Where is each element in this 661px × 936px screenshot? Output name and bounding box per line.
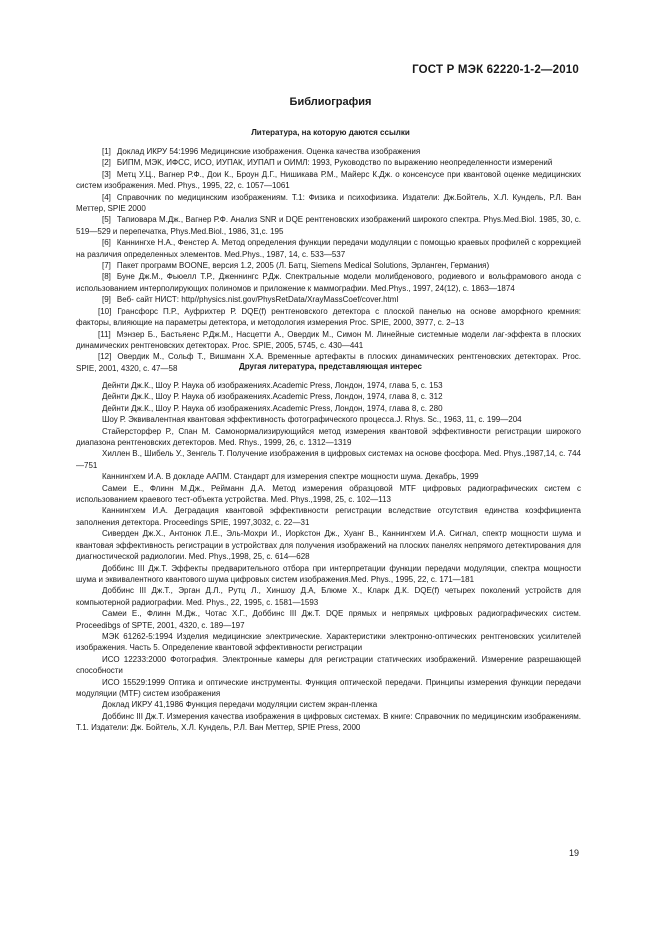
- reference-item: Доклад ИКРУ 41,1986 Функция передачи модуляции систем экран-пленка: [102, 700, 378, 710]
- reference-text: Метц У.Ц., Вагнер Р.Ф., Дои К., Броун Д.Г., Нишикава Р.М., Майерс К.Дж. о консенсусе при квантовой оценке медицинских систем изображения. Med. Phys., 1995, 22, с. 1057—1061: [76, 169, 581, 191]
- reference-number: [9]: [102, 295, 111, 305]
- reference-number: [5]: [102, 215, 111, 225]
- reference-item: ИСО 15529:1999 Оптика и оптические инструменты. Функция оптической передачи. Принципы измерения функции передачи модуляции (MTF) систем изображения: [76, 677, 581, 698]
- section-heading-cited: Литература, на которую даются ссылки: [251, 128, 410, 137]
- section-heading-other: Другая литература, представляющая интерес: [239, 362, 422, 371]
- reference-item: Дейнти Дж.К., Шоу Р. Наука об изображениях.Academic Press, Лондон, 1974, глава 8, с. 312: [102, 392, 443, 402]
- reference-item: [76, 237, 581, 260]
- reference-item: Доббинс III Дж.Т., Эрган Д.Л., Рутц Л., Хиншоу Д.А, Блюме Х., Кларк Д.К. DQE(f) четырех поколений устройств для компьютерной радиографии. Med. Phys., 22, 1995, с. 1581—1593: [76, 586, 581, 607]
- reference-text: Мэнзер Б., Бастьяенс Р.Дж.М., Насцетти А., Овердик М., Симон М. Линейные системные модели лаг-эффекта в плоских динамических рентгеновских детекторах. Proc. SPIE, 2005, 5745, с. 430—441: [76, 329, 581, 350]
- reference-item: Стайерсторфер Р., Спан М. Самонормализирующийся метод измерения квантовой эффективности регистрации широкого диапазона рентгеновских детекторов. Med. Rhys., 1999, 26, с. 1312—1319: [76, 426, 581, 448]
- reference-item: [76, 146, 581, 157]
- reference-item: Хиллен В., Шибель У., Зенгель Т. Получение изображения в цифровых системах на основе фосфора. Med. Phys.,1987,14, с. 744—751: [76, 449, 581, 470]
- page-number: 19: [568, 848, 579, 858]
- page-title: Библиография: [289, 96, 372, 108]
- reference-number: [11]: [98, 329, 111, 339]
- cited-references-list: [76, 146, 581, 374]
- reference-item: Сиверден Дж.Х., Антонюк Л.Е., Эль-Мохри И., Иорkстон Дж., Хуанг В., Каннингхем И.А. Сигнал, спектр мощности шума и квантовая эффективность регистрации в устройствах для получения изображений на плоских панелях непрямого детектирования для диагностической радиологии. Med. Phys.,1998, 25, с. 614—628: [76, 529, 581, 562]
- reference-text: Каннингхе Н.А., Фенстер А. Метод определения функции передачи модуляции с помощью краевых профилей с коррекцией на различия определенных элементов. Med.Phys., 1987, 14, с. 533—537: [76, 238, 581, 259]
- reference-item: Дейнти Дж.К., Шоу Р. Наука об изображениях.Academic Press, Лондон, 1974, глава 8, с. 280: [102, 403, 443, 413]
- reference-number: [3]: [102, 169, 111, 179]
- reference-text: Справочник по медицинским изображениям. Т.1: Физика и психофизика. Издатели: Дж.Бойтель, Х.Л. Кундель, Р.Л. Ван Меттер, SPIE 2000: [76, 192, 581, 214]
- document-header: ГОСТ Р МЭК 62220-1-2—2010: [412, 64, 579, 76]
- reference-number: [4]: [102, 192, 111, 202]
- reference-item: [76, 214, 581, 237]
- reference-text: БИПМ, МЭК, ИФСС, ИСО, ИУПАК, ИУПАП и ОИМЛ: 1993, Руководство по выражению неопределенности измерений: [116, 158, 553, 168]
- reference-item: Доббинс III Дж.Т. Эффекты предварительного отбора при интерпретации функции передачи модуляции, спектра мощности шума и эквивалентного квантового шума цифровых систем изображения.Med. Phys., 1995, 22, с. 171—181: [76, 563, 581, 584]
- reference-number: [6]: [102, 238, 111, 248]
- reference-item: Каннингхем И.А. В докладе ААПМ. Стандарт для измерения спектре мощности шума. Декабрь, 1999: [102, 472, 479, 482]
- reference-text: Грансфорс П.Р., Ауфрихтер Р. DQE(f) рентгеновского детектора с плоской панелью на основе аморфного кремния: факторы, влияющие на параметры детектора, и методология измерения Proc. SPIE, 2000, 3977, с. 2–13: [76, 306, 581, 328]
- other-references-list: [76, 380, 581, 734]
- reference-item: Каннингхем И.А. Деградация квантовой эффективности регистрации вследствие отсутствия единства коэффициента заполнения детектора. Proceedings SPIE, 1997,3032, с. 22—31: [76, 506, 581, 527]
- reference-text: Буне Дж.М., Фьюелл Т.Р., Дженнингс Р.Дж. Спектральные модели молибденового, родиевого и вольфрамового анода с использованием интерполирующих полиномов и приложение к маммографии. Med.Phys., 1997, 24(12), с. 1863—1874: [76, 272, 581, 293]
- reference-number: [8]: [102, 272, 111, 282]
- reference-item: Доббинс III Дж.Т. Измерения качества изображения в цифровых системах. В книге: Справочник по медицинским изображениям. Т.1. Издатели: Дж. Бойтель, Х.Л. Кундель, Р.Л. Ван Меттер, SPIE Press, 2000: [76, 711, 581, 733]
- reference-item: [76, 271, 581, 294]
- reference-text: Веб- сайт НИСТ: http//physics.nist.gov/PhysRetData/XrayMassCoef/cover.html: [116, 295, 399, 305]
- reference-item: [76, 260, 581, 271]
- reference-item: [76, 294, 581, 305]
- reference-number: [7]: [102, 261, 111, 271]
- reference-text: Овердик М., Сольф Т., Вишманн Х.А. Временные артефакты в плоских динамических рентгеновских детекторах. Proc. SPIE, 2001, 4320, с. 47—58: [76, 352, 581, 373]
- reference-number: [1]: [102, 147, 111, 156]
- reference-item: Самеи Е., Флинн М.Дж., Рейманн Д.А. Метод измерения образцовой MTF цифровых радиографических систем с использованием краевого тест-объекта устройства. Med. Phys.,1998, 25, с. 102—113: [76, 483, 581, 505]
- reference-item: Дейнти Дж.К., Шоу Р. Наука об изображениях.Academic Press, Лондон, 1974, глава 5, с. 153: [102, 381, 443, 390]
- reference-item: [76, 192, 581, 215]
- reference-item: [76, 329, 581, 352]
- reference-item: ИСО 12233:2000 Фотография. Электронные камеры для регистрации статических изображений. Измерение разрешающей способности: [76, 654, 581, 676]
- reference-text: Тапиовара М.Дж., Вагнер Р.Ф. Анализ SNR и DQE рентгеновских изображений широкого спектра. Phys.Med.Biol. 1985, 30, с. 519—529 и перепечатка, Phys.Med.Biol., 1986, 31,c. 195: [76, 215, 581, 236]
- reference-number: [10]: [98, 306, 112, 316]
- reference-text: Пакет программ BOONE, версия 1.2, 2005 (Л. Батц, Siemens Medical Solutions, Эрланген, Германия): [116, 261, 490, 271]
- reference-item: МЭК 61262-5:1994 Изделия медицинские электрические. Характеристики электронно-оптических рентгеновских усилителей изображения. Часть 5. Определение квантовой эффективности регистрации: [76, 631, 581, 653]
- reference-item: [76, 169, 581, 192]
- reference-item: [76, 157, 581, 168]
- reference-text: Доклад ИКРУ 54:1996 Медицинские изображения. Оценка качества изображения: [116, 147, 421, 156]
- reference-number: [2]: [102, 158, 111, 168]
- reference-number: [12]: [98, 352, 112, 362]
- reference-item: Самеи Е., Флинн М.Дж., Чотас Х.Г., Доббинс III Дж.Т. DQE прямых и непрямых цифровых радиографических систем. Proceedibgs of SPTE, 2001, 4320, с. 189—197: [76, 609, 581, 630]
- reference-item: [76, 306, 581, 329]
- reference-item: Шоу Р. Эквивалентная квантовая эффективность фотографического процесса.J. Rhys. Sc., 1963, 11, с. 199—204: [102, 415, 522, 425]
